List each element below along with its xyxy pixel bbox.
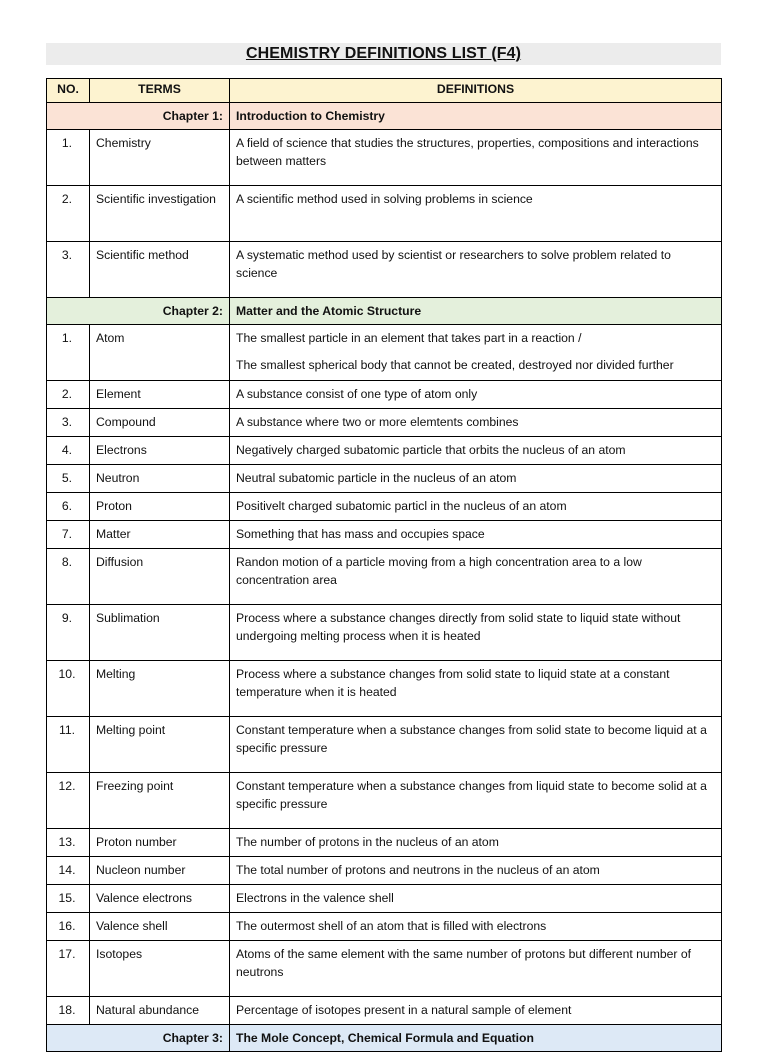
row-number: 10. [47, 661, 90, 717]
row-number: 12. [47, 773, 90, 829]
table-header-row [47, 79, 722, 103]
row-definition: Electrons in the valence shell [230, 885, 722, 913]
row-term: Atom [90, 325, 230, 381]
row-definition: A scientific method used in solving problems in science [230, 186, 722, 242]
row-definition: Negatively charged subatomic particle that orbits the nucleus of an atom [230, 437, 722, 465]
table-row [47, 186, 722, 242]
row-term: Scientific method [90, 242, 230, 298]
row-number: 1. [47, 130, 90, 186]
table-row [47, 465, 722, 493]
document-title: CHEMISTRY DEFINITIONS LIST (F4) [245, 45, 522, 62]
row-term: Isotopes [90, 941, 230, 997]
row-term: Chemistry [90, 130, 230, 186]
row-term: Valence shell [90, 913, 230, 941]
row-term: Freezing point [90, 773, 230, 829]
row-term: Natural abundance [90, 997, 230, 1025]
row-definition: Positivelt charged subatomic particl in the nucleus of an atom [230, 493, 722, 521]
table-row [47, 549, 722, 605]
table-row [47, 605, 722, 661]
row-term: Neutron [90, 465, 230, 493]
row-definition: Percentage of isotopes present in a natural sample of element [230, 997, 722, 1025]
chapter-label: Chapter 1: [47, 103, 230, 130]
definition-part-2: The smallest spherical body that cannot be created, destroyed nor divided further [236, 357, 674, 372]
row-term: Proton number [90, 829, 230, 857]
row-number: 15. [47, 885, 90, 913]
row-number: 14. [47, 857, 90, 885]
row-number: 7. [47, 521, 90, 549]
chapter-label: Chapter 3: [47, 1025, 230, 1052]
row-number: 4. [47, 437, 90, 465]
row-number: 5. [47, 465, 90, 493]
definition-part-1: The smallest particle in an element that takes part in a reaction / [236, 331, 582, 345]
table-row [47, 493, 722, 521]
chapter-name: Matter and the Atomic Structure [230, 298, 722, 325]
row-number: 16. [47, 913, 90, 941]
row-definition: A substance where two or more elemtents combines [230, 409, 722, 437]
header-no: NO. [47, 79, 90, 103]
row-definition: A systematic method used by scientist or researchers to solve problem related to science [230, 242, 722, 298]
table-row [47, 661, 722, 717]
row-number: 6. [47, 493, 90, 521]
row-term: Diffusion [90, 549, 230, 605]
row-term: Sublimation [90, 605, 230, 661]
row-definition: Constant temperature when a substance changes from solid state to become liquid at a specific pressure [230, 717, 722, 773]
table-row [47, 857, 722, 885]
row-definition: Process where a substance changes directly from solid state to liquid state without undergoing melting process when it is heated [230, 605, 722, 661]
table-row [47, 717, 722, 773]
row-term: Proton [90, 493, 230, 521]
table-row [47, 409, 722, 437]
row-definition: The total number of protons and neutrons in the nucleus of an atom [230, 857, 722, 885]
header-definitions: DEFINITIONS [230, 79, 722, 103]
row-number: 17. [47, 941, 90, 997]
row-definition: Something that has mass and occupies space [230, 521, 722, 549]
title-bar [46, 43, 721, 65]
row-term: Melting [90, 661, 230, 717]
row-number: 13. [47, 829, 90, 857]
row-number: 11. [47, 717, 90, 773]
row-number: 3. [47, 242, 90, 298]
row-definition: Constant temperature when a substance changes from liquid state to become solid at a specific pressure [230, 773, 722, 829]
row-number: 3. [47, 409, 90, 437]
table-row [47, 773, 722, 829]
row-term: Matter [90, 521, 230, 549]
row-definition: A field of science that studies the structures, properties, compositions and interactions between matters [230, 130, 722, 186]
chapter-row [47, 1025, 722, 1052]
chapter-name: Introduction to Chemistry [230, 103, 722, 130]
row-term: Nucleon number [90, 857, 230, 885]
table-row [47, 242, 722, 298]
row-term: Valence electrons [90, 885, 230, 913]
row-definition: The number of protons in the nucleus of an atom [230, 829, 722, 857]
chapter-name: The Mole Concept, Chemical Formula and Equation [230, 1025, 722, 1052]
row-term: Element [90, 381, 230, 409]
row-number: 1. [47, 325, 90, 381]
row-term: Melting point [90, 717, 230, 773]
row-term: Electrons [90, 437, 230, 465]
table-row [47, 885, 722, 913]
table-row [47, 325, 722, 381]
row-definition: Atoms of the same element with the same number of protons but different number of neutrons [230, 941, 722, 997]
table-row [47, 941, 722, 997]
row-term: Compound [90, 409, 230, 437]
row-definition: The outermost shell of an atom that is filled with electrons [230, 913, 722, 941]
row-term: Scientific investigation [90, 186, 230, 242]
table-row [47, 437, 722, 465]
table-row [47, 381, 722, 409]
chapter-row [47, 103, 722, 130]
chapter-label: Chapter 2: [47, 298, 230, 325]
row-number: 9. [47, 605, 90, 661]
row-number: 2. [47, 186, 90, 242]
row-definition: Process where a substance changes from solid state to liquid state at a constant temperature when it is heated [230, 661, 722, 717]
chapter-row [47, 298, 722, 325]
row-number: 18. [47, 997, 90, 1025]
table-row [47, 913, 722, 941]
row-definition [230, 325, 722, 381]
row-number: 2. [47, 381, 90, 409]
row-number: 8. [47, 549, 90, 605]
row-definition: Neutral subatomic particle in the nucleus of an atom [230, 465, 722, 493]
table-row [47, 521, 722, 549]
row-definition: A substance consist of one type of atom only [230, 381, 722, 409]
table-row [47, 997, 722, 1025]
table-row [47, 130, 722, 186]
table-row [47, 829, 722, 857]
header-terms: TERMS [90, 79, 230, 103]
row-definition: Randon motion of a particle moving from a high concentration area to a low concentration area [230, 549, 722, 605]
definitions-table [46, 78, 722, 1052]
